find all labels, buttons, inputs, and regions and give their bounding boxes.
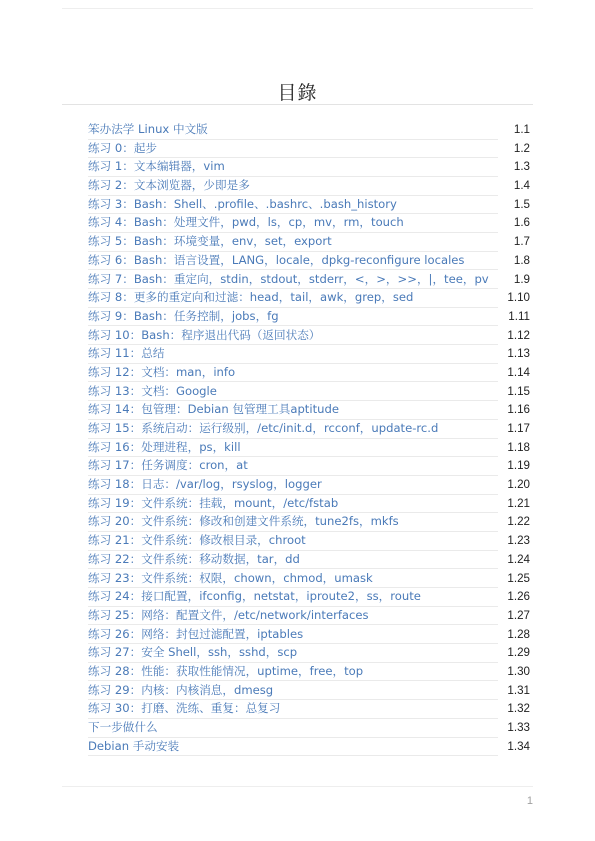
toc-entry-link[interactable]: 练习 30：打磨、洗练、重复：总复习 <box>88 700 498 719</box>
toc-entry-link[interactable]: 练习 26：网络：封包过滤配置，iptables <box>88 626 498 645</box>
toc-entry-link[interactable]: 笨办法学 Linux 中文版 <box>88 121 498 140</box>
toc-entry-link[interactable]: 练习 18：日志：/var/log，rsyslog，logger <box>88 476 498 495</box>
page-number: 1 <box>526 795 533 807</box>
toc-entry <box>88 551 532 570</box>
toc-entry-number: 1.23 <box>507 534 530 548</box>
toc-entry <box>88 158 532 177</box>
toc-entry-number: 1.2 <box>513 141 530 155</box>
toc-entry <box>88 420 532 439</box>
toc-entry-link[interactable]: 练习 21：文件系统：修改根目录，chroot <box>88 532 498 551</box>
toc-entry-number: 1.14 <box>507 365 530 379</box>
toc-entry <box>88 476 532 495</box>
toc-entry <box>88 439 532 458</box>
page-title: 目錄 <box>277 82 318 104</box>
toc-entry <box>88 513 532 532</box>
toc-entry-number: 1.31 <box>507 683 530 697</box>
toc-entry <box>88 457 532 476</box>
toc-entry-link[interactable]: 练习 13：文档：Google <box>88 383 498 402</box>
toc-entry-number: 1.4 <box>513 179 530 193</box>
toc-entry <box>88 289 532 308</box>
toc-entry-link[interactable]: 练习 0：起步 <box>88 140 498 159</box>
toc-entry-number: 1.12 <box>507 328 530 342</box>
toc-entry-link[interactable]: 练习 1：文本编辑器，vim <box>88 158 498 177</box>
toc-entry-link[interactable]: 练习 14：包管理：Debian 包管理工具aptitude <box>88 401 498 420</box>
title-divider <box>62 104 533 105</box>
toc-entry-number: 1.19 <box>507 459 530 473</box>
toc-entry-number: 1.25 <box>507 571 530 585</box>
toc-entry-link[interactable]: 练习 7：Bash：重定向，stdin，stdout，stderr，<，>，>>，|，tee，pv <box>88 271 498 290</box>
toc-entry-link[interactable]: 练习 5：Bash：环境变量，env，set，export <box>88 233 498 252</box>
toc-entry-number: 1.11 <box>508 309 530 323</box>
toc-entry-link[interactable]: 练习 29：内核：内核消息，dmesg <box>88 682 498 701</box>
toc-entry-number: 1.15 <box>507 384 530 398</box>
toc-entry <box>88 644 532 663</box>
toc-entry <box>88 700 532 719</box>
toc-entry-link[interactable]: 练习 25：网络：配置文件，/etc/network/interfaces <box>88 607 498 626</box>
toc-entry-link[interactable]: 练习 23：文件系统：权限，chown，chmod，umask <box>88 570 498 589</box>
toc-entry-link[interactable]: 练习 16：处理进程，ps，kill <box>88 439 498 458</box>
header-divider <box>62 8 533 9</box>
toc-entry-link[interactable]: 练习 24：接口配置，ifconfig，netstat，iproute2，ss，route <box>88 588 498 607</box>
toc-entry-number: 1.21 <box>507 496 530 510</box>
toc-entry-number: 1.20 <box>507 478 530 492</box>
toc-entry <box>88 607 532 626</box>
toc-entry-link[interactable]: 练习 15：系统启动：运行级别，/etc/init.d，rcconf，update-rc.d <box>88 420 498 439</box>
toc-entry <box>88 383 532 402</box>
toc-entry <box>88 719 532 738</box>
toc-entry-number: 1.17 <box>507 422 530 435</box>
toc-entry-number: 1.16 <box>507 403 530 417</box>
toc-entry-number: 1.8 <box>513 253 530 267</box>
toc-entry-link[interactable]: 练习 9：Bash：任务控制，jobs，fg <box>88 308 498 327</box>
toc-entry-number: 1.3 <box>513 160 530 174</box>
toc-entry-link[interactable]: 练习 22：文件系统：移动数据，tar，dd <box>88 551 498 570</box>
footer-divider <box>62 786 533 787</box>
toc-entry <box>88 570 532 589</box>
toc-entry <box>88 196 532 215</box>
table-of-contents <box>88 121 532 756</box>
toc-entry <box>88 140 532 159</box>
toc-entry-number: 1.9 <box>513 272 530 286</box>
toc-entry <box>88 364 532 383</box>
toc-entry <box>88 345 532 364</box>
toc-entry <box>88 308 532 327</box>
toc-entry <box>88 401 532 420</box>
toc-entry-number: 1.5 <box>513 197 530 211</box>
toc-entry <box>88 271 532 290</box>
toc-entry-link[interactable]: 练习 19：文件系统：挂载，mount，/etc/fstab <box>88 495 498 514</box>
toc-entry-link[interactable]: 练习 17：任务调度：cron，at <box>88 457 498 476</box>
toc-entry <box>88 532 532 551</box>
toc-entry-number: 1.13 <box>507 347 530 361</box>
toc-entry-link[interactable]: 练习 20：文件系统：修改和创建文件系统，tune2fs，mkfs <box>88 513 498 532</box>
toc-entry <box>88 663 532 682</box>
toc-entry-number: 1.29 <box>507 646 530 660</box>
toc-entry <box>88 233 532 252</box>
toc-entry-number: 1.33 <box>507 721 530 734</box>
toc-entry-link[interactable]: 下一步做什么 <box>88 719 498 738</box>
toc-entry-number: 1.32 <box>507 702 530 716</box>
toc-entry-number: 1.18 <box>507 440 530 454</box>
toc-entry <box>88 121 532 140</box>
toc-entry <box>88 327 532 346</box>
toc-entry-link[interactable]: 练习 11：总结 <box>88 345 498 364</box>
toc-entry-link[interactable]: 练习 10：Bash：程序退出代码（返回状态） <box>88 327 498 346</box>
toc-entry-number: 1.10 <box>507 291 530 305</box>
toc-entry-number: 1.6 <box>513 216 530 230</box>
toc-entry-number: 1.28 <box>507 627 530 641</box>
toc-entry <box>88 682 532 701</box>
toc-entry-link[interactable]: 练习 12：文档：man，info <box>88 364 498 383</box>
toc-entry-link[interactable]: 练习 27：安全 Shell，ssh，sshd，scp <box>88 644 498 663</box>
toc-entry <box>88 738 532 757</box>
toc-entry <box>88 626 532 645</box>
toc-entry-number: 1.26 <box>507 590 530 604</box>
toc-entry-link[interactable]: Debian 手动安装 <box>88 738 498 757</box>
toc-entry-number: 1.7 <box>513 235 530 249</box>
toc-entry-link[interactable]: 练习 28：性能：获取性能情况，uptime，free，top <box>88 663 498 682</box>
toc-entry <box>88 252 532 271</box>
toc-entry-link[interactable]: 练习 6：Bash：语言设置，LANG，locale，dpkg-reconfigure locales <box>88 252 498 271</box>
toc-entry-link[interactable]: 练习 3：Bash：Shell、.profile、.bashrc、.bash_history <box>88 196 498 215</box>
toc-entry-link[interactable]: 练习 4：Bash：处理文件，pwd，ls，cp，mv，rm，touch <box>88 214 498 233</box>
toc-entry-number: 1.1 <box>513 123 530 136</box>
toc-entry <box>88 214 532 233</box>
toc-entry-number: 1.24 <box>507 552 530 566</box>
toc-entry-number: 1.27 <box>507 608 530 622</box>
toc-entry-number: 1.34 <box>507 739 530 753</box>
toc-entry-link[interactable]: 练习 2：文本浏览器，少即是多 <box>88 177 498 196</box>
toc-entry-number: 1.30 <box>507 664 530 678</box>
toc-entry-number: 1.22 <box>507 515 530 529</box>
toc-entry <box>88 177 532 196</box>
toc-entry <box>88 495 532 514</box>
toc-entry <box>88 588 532 607</box>
toc-entry-link[interactable]: 练习 8：更多的重定向和过滤：head，tail，awk，grep，sed <box>88 289 498 308</box>
